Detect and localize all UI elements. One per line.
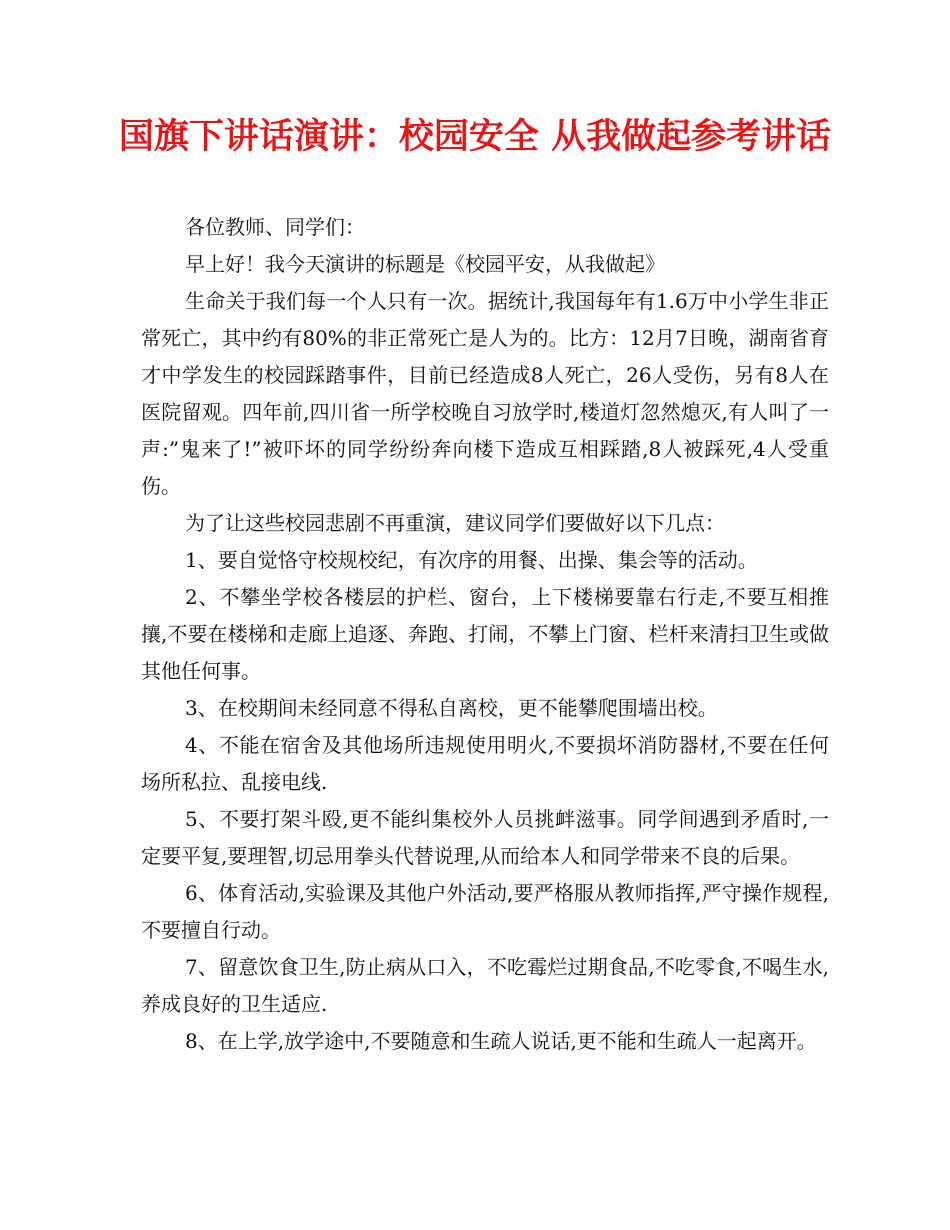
paragraph-statistics: 生命关于我们每一个人只有一次。据统计,我国每年有1.6万中小学生非正常死亡，其中约有80%的非正常死亡是人为的。比方：12月7日晚，湖南省育才中学发生的校园踩踏事件，目前已经造成8人死亡，26人受伤，另有8人在医院留观。四年前,四川省一所学校晚自习放学时,楼道灯忽然熄灭,有人叫了一声:”鬼来了!”被吓坏的同学纷纷奔向楼下造成互相踩踏,8人被踩死,4人受重伤。 [141, 289, 829, 498]
paragraph-item-7: 7、留意饮食卫生,防止病从口入，不吃霉烂过期食品,不吃零食,不喝生水,养成良好的卫生适应. [141, 955, 829, 1016]
paragraph-suggestions-intro: 为了让这些校园悲剧不再重演，建议同学们要做好以下几点： [185, 511, 725, 535]
paragraph-item-6: 6、体育活动,实验课及其他户外活动,要严格服从教师指挥,严守操作规程,不要擅自行动。 [141, 881, 829, 942]
paragraph-item-4: 4、不能在宿舍及其他场所违规使用明火,不要损坏消防器材,不要在任何场所私拉、乱接电线. [141, 733, 829, 794]
paragraph-item-2: 2、不攀坐学校各楼层的护栏、窗台，上下楼梯要靠右行走,不要互相推攘,不要在楼梯和走廊上追逐、奔跑、打闹，不攀上门窗、栏杆来清扫卫生或做其他任何事。 [141, 585, 829, 683]
document-title: 国旗下讲话演讲：校园安全 从我做起参考讲话 [118, 117, 832, 157]
paragraph-item-8: 8、在上学,放学途中,不要随意和生疏人说话,更不能和生疏人一起离开。 [185, 1029, 817, 1053]
paragraph-opening: 早上好！我今天演讲的标题是《校园平安，从我做起》 [185, 252, 665, 276]
paragraph-item-5: 5、不要打架斗殴,更不能纠集校外人员挑衅滋事。同学间遇到矛盾时,一定要平复,要理智,切忌用拳头代替说理,从而给本人和同学带来不良的后果。 [141, 807, 829, 868]
document-body [141, 209, 829, 1060]
paragraph-item-1: 1、要自觉恪守校规校纪，有次序的用餐、出操、集会等的活动。 [185, 548, 758, 572]
paragraph-item-3: 3、在校期间未经同意不得私自离校，更不能攀爬围墙出校。 [185, 696, 718, 720]
paragraph-greeting: 各位教师、同学们： [185, 215, 365, 239]
